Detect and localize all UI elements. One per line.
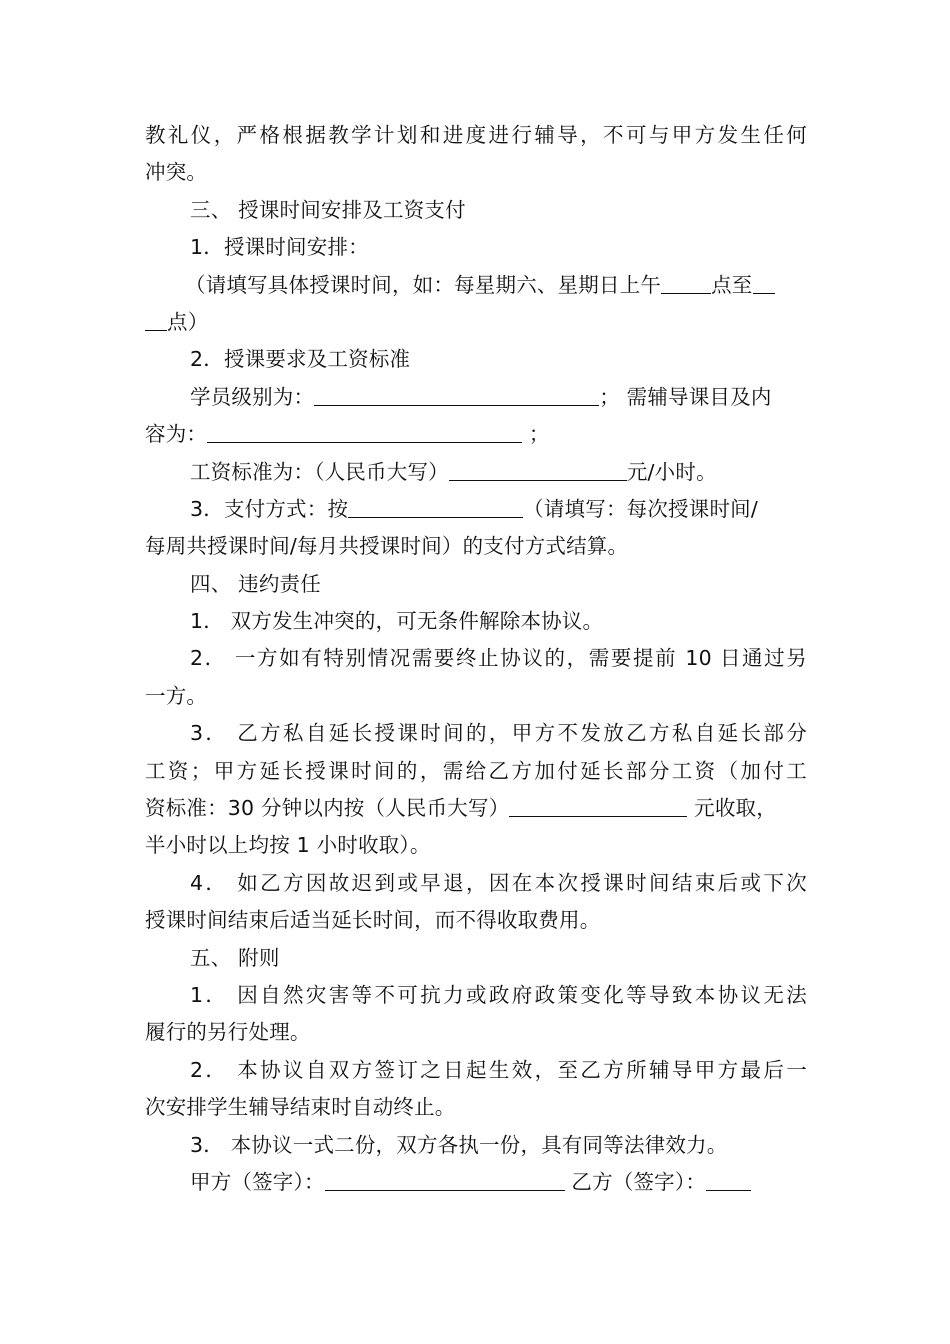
fill-in-blank[interactable] (145, 308, 167, 331)
paragraph-line: 1． 因自然灾害等不可抗力或政府政策变化等导致本协议无法 (190, 982, 807, 1007)
text-segment: 3．支付方式：按 (190, 496, 349, 521)
party-b-signature-label: 乙方（签字）： (564, 1169, 707, 1194)
text-segment: 工资标准为：（人民币大写） (190, 459, 449, 484)
fill-in-blank[interactable] (207, 420, 522, 443)
paragraph-line: 次安排学生辅导结束时自动终止。 (145, 1095, 456, 1120)
text-segment: 点至 (711, 272, 753, 297)
text-segment: 学员级别为： (190, 384, 315, 409)
paragraph-line: 冲突。 (145, 160, 208, 185)
section-heading: 三、 授课时间安排及工资支付 (190, 197, 466, 222)
signature-line (145, 1164, 807, 1201)
paragraph-line: 每周共授课时间/每月共授课时间）的支付方式结算。 (145, 534, 629, 559)
paragraph-line: 3． 本协议一式二份，双方各执一份，具有同等法律效力。 (190, 1132, 728, 1157)
text-segment: （请填写具体授课时间，如：每星期六、星期日上午 (185, 272, 662, 297)
paragraph-line (145, 267, 807, 304)
paragraph-line (145, 790, 807, 827)
paragraph-line: 4． 如乙方因故迟到或早退，因在本次授课时间结束后或下次 (190, 870, 807, 895)
paragraph-line: 1． 双方发生冲突的，可无条件解除本协议。 (190, 609, 604, 634)
party-a-signature-blank[interactable] (325, 1168, 565, 1191)
paragraph-line: 工资；甲方延长授课时间的，需给乙方加付延长部分工资（加付工 (145, 758, 807, 783)
section-heading: 四、 违约责任 (190, 571, 321, 596)
paragraph-line (145, 416, 807, 453)
fill-in-blank[interactable] (348, 495, 523, 518)
paragraph-line: 2． 本协议自双方签订之日起生效，至乙方所辅导甲方最后一 (190, 1057, 807, 1082)
party-a-signature-label: 甲方（签字）： (190, 1169, 325, 1194)
fill-in-blank[interactable] (753, 271, 775, 294)
paragraph-line: 半小时以上均按 1 小时收取）。 (145, 833, 431, 858)
document-page (145, 117, 807, 1201)
paragraph-line: 一方。 (145, 683, 208, 708)
paragraph-line (145, 454, 807, 491)
party-b-signature-blank[interactable] (706, 1168, 751, 1191)
text-segment: ； 需辅导课目及内 (599, 384, 772, 409)
fill-in-blank[interactable] (314, 383, 599, 406)
fill-in-blank[interactable] (509, 794, 687, 817)
text-segment: （请填写：每次授课时间/ (523, 496, 758, 521)
paragraph-line: 教礼仪，严格根据教学计划和进度进行辅导，不可与甲方发生任何 (145, 123, 807, 147)
text-segment: 元/小时。 (626, 459, 717, 484)
fill-in-blank[interactable] (449, 458, 627, 481)
paragraph-line (145, 304, 807, 341)
text-segment: 容为： (145, 422, 208, 447)
paragraph-line: 2． 一方如有特别情况需要终止协议的，需要提前 10 日通过另 (190, 646, 807, 671)
paragraph-line: 履行的另行处理。 (145, 1020, 311, 1045)
fill-in-blank[interactable] (661, 271, 711, 294)
section-heading: 五、 附则 (190, 945, 280, 970)
paragraph-line (145, 491, 807, 528)
paragraph-line (145, 379, 807, 416)
subsection-heading: 1．授课时间安排： (190, 235, 369, 260)
paragraph-line: 授课时间结束后适当延长时间，而不得收取费用。 (145, 908, 601, 933)
subsection-heading: 2．授课要求及工资标准 (190, 347, 411, 372)
text-segment: 元收取， (687, 796, 777, 821)
text-segment: ； (522, 422, 550, 447)
text-segment: 资标准：30 分钟以内按（人民币大写） (145, 796, 510, 821)
paragraph-line: 3． 乙方私自延长授课时间的，甲方不发放乙方私自延长部分 (190, 721, 807, 746)
text-segment: 点） (167, 309, 209, 334)
